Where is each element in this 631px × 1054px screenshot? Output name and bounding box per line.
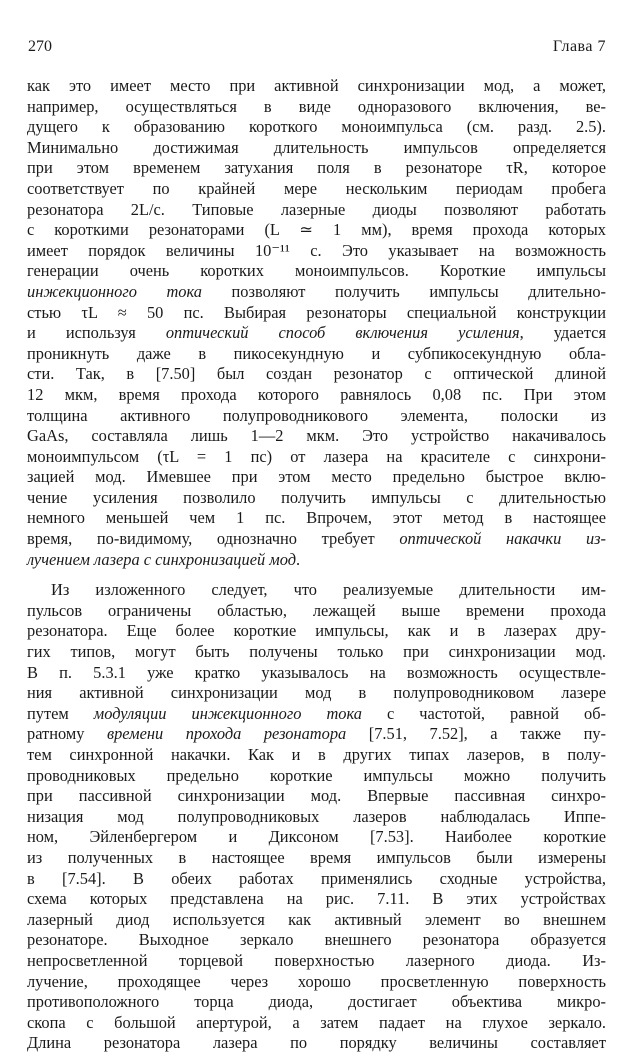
text-line <box>27 704 606 725</box>
text-line: пульсов ограничены областью, лежащей выше времени прохода <box>27 600 606 620</box>
text-fragment: . <box>296 549 301 569</box>
text-fragment: , удается <box>519 323 606 343</box>
text-fragment: позволяют получить импульсы длительно- <box>201 281 606 301</box>
text-line: как это имеет место при активной синхронизации мод, а может, <box>27 76 606 95</box>
text-line <box>27 550 606 571</box>
text-line: 12 мкм, время прохода которого равнялось 0,08 пс. При этом <box>27 384 606 404</box>
text-line <box>27 529 606 550</box>
text-line: толщина активного полупроводникового элемента, полоски из <box>27 405 606 425</box>
text-line: лазерный диод используется как активный элемент во внешнем <box>27 909 606 929</box>
text-line: ном, Эйленбергером и Диксоном [7.53]. Наиболее короткие <box>27 827 606 847</box>
text-fragment: [7.51, 7.52], а также пу- <box>346 724 607 744</box>
paragraph <box>27 76 606 570</box>
text-fragment: время, по-видимому, однозначно требует <box>27 529 400 549</box>
text-line: из полученных в настоящее время импульсов были измерены <box>27 847 606 867</box>
text-line: противоположного торца диода, достигает объектива микро- <box>27 992 606 1012</box>
text-line: резонатора 2L/c. Типовые лазерные диоды позволяют работать <box>27 199 606 219</box>
text-line: генерации очень коротких моноимпульсов. Короткие импульсы <box>27 261 606 281</box>
text-line: моноимпульсом (τL = 1 пс) от лазера на красителе с синхрони- <box>27 446 606 466</box>
text-line: немного меньшей чем 1 пс. Впрочем, этот метод в настоящее <box>27 508 606 528</box>
text-line: непросветленной торцевой поверхностью лазерного диода. Из- <box>27 950 606 970</box>
text-line: скопа с большой апертурой, а затем падает на глухое зеркало. <box>27 1012 606 1032</box>
italic-term: оптической накачки из- <box>399 529 606 549</box>
italic-term: модуляции инжекционного тока <box>93 703 362 723</box>
text-line: с короткими резонаторами (L ≃ 1 мм), время прохода которых <box>27 220 606 240</box>
text-line: Из изложенного следует, что реализуемые длительности им- <box>51 580 606 600</box>
text-line <box>27 323 606 344</box>
text-line: проникнуть даже в пикосекундную и субпикосекундную обла- <box>27 343 606 363</box>
italic-term: оптический способ включения усиления <box>165 323 520 343</box>
italic-term: лучением лазера с синхронизацией мод <box>27 549 296 569</box>
text-line: ния активной синхронизации мод в полупроводниковом лазере <box>27 683 606 703</box>
page-header <box>28 38 606 60</box>
text-line: В п. 5.3.1 уже кратко указывалось на возможность осуществле- <box>27 662 606 682</box>
text-line <box>27 724 606 745</box>
text-line: Минимально достижимая длительность импульсов определяется <box>27 137 606 157</box>
body-text <box>27 76 606 1054</box>
text-line: гих типов, могут быть получены только при синхронизации мод. <box>27 642 606 662</box>
chapter-title: Глава 7 <box>552 38 606 55</box>
italic-term: инжекционного тока <box>27 281 202 301</box>
text-line: сти. Так, в [7.50] был создан резонатор с оптической длиной <box>27 364 606 384</box>
text-line <box>27 282 606 303</box>
text-line: резонатора. Еще более короткие импульсы, как и в лазерах дру- <box>27 621 606 641</box>
text-line: Длина резонатора лазера по порядку величины составляет <box>27 1033 606 1053</box>
text-line: имеет порядок величины 10⁻¹¹ с. Это указывает на возможность <box>27 240 606 260</box>
italic-term: времени прохода резонатора <box>106 724 347 744</box>
page-number: 270 <box>28 38 52 55</box>
text-line: соответствует по крайней мере нескольким периодам пробега <box>27 178 606 198</box>
text-line: схема которых представлена на рис. 7.11. В этих устройствах <box>27 889 606 909</box>
text-line: например, осуществляться в виде одноразового включения, ве- <box>27 96 606 116</box>
text-line: в [7.54]. В обеих работах применялись сходные устройства, <box>27 868 606 888</box>
text-line: GaAs, составляла лишь 1—2 мкм. Это устройство накачивалось <box>27 426 606 446</box>
text-line: при пассивной синхронизации мод. Впервые пассивная синхро- <box>27 786 606 806</box>
text-line: проводниковых предельно короткие импульсы можно получить <box>27 765 606 785</box>
text-fragment: путем <box>27 703 94 723</box>
text-line: при этом временем затухания поля в резонаторе τR, которое <box>27 158 606 178</box>
text-line: зацией мод. Имевшее при этом место предельно быстрое вклю- <box>27 467 606 487</box>
text-line: дущего к образованию короткого моноимпульса (см. разд. 2.5). <box>27 117 606 137</box>
text-fragment: с частотой, равной об- <box>361 703 606 723</box>
text-line: низация мод полупроводниковых лазеров наблюдалась Иппе- <box>27 806 606 826</box>
text-line: резонаторе. Выходное зеркало внешнего резонатора образуется <box>27 930 606 950</box>
text-line: чение усиления позволило получить импульсы с длительностью <box>27 487 606 507</box>
text-fragment: и используя <box>27 323 166 343</box>
text-line: тем синхронной накачки. Как и в других типах лазеров, в полу- <box>27 745 606 764</box>
text-line: лучение, проходящее через хорошо просветленную поверхность <box>27 971 606 991</box>
paragraph <box>27 580 606 1054</box>
text-line: стью τL ≈ 50 пс. Выбирая резонаторы специальной конструкции <box>27 302 606 322</box>
text-fragment: ратному <box>27 724 107 744</box>
